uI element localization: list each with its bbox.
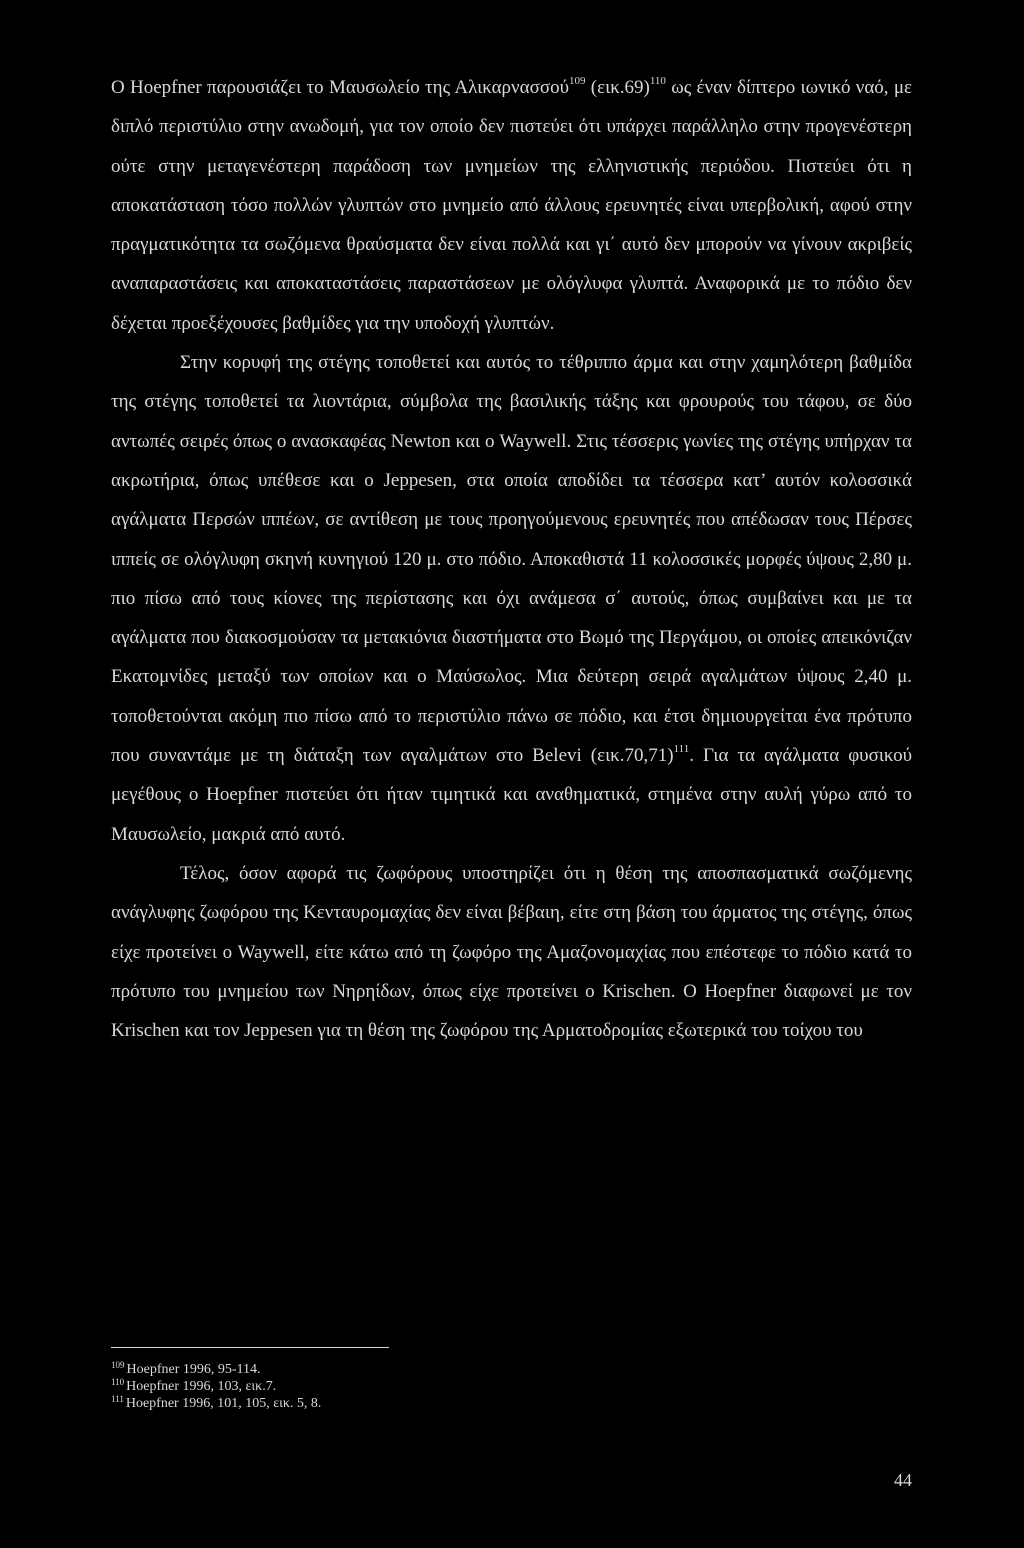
text-run: . Για τα αγάλματα φυσικού μεγέθους ο Hoepfner πιστεύει ότι ήταν τιμητικά και αναθηματικά, στημένα στην αυλή γύρω από το Μαυσωλείο, μακριά από αυτό.: [111, 745, 912, 845]
footnote-text: Hoepfner 1996, 103, εικ.7.: [126, 1379, 277, 1394]
footnote-text: Hoepfner 1996, 101, 105, εικ. 5, 8.: [125, 1396, 322, 1411]
paragraph-3: [111, 854, 912, 1050]
body-text: [111, 68, 912, 1050]
footnote-number: 111: [111, 1394, 124, 1404]
footnote-number: 110: [111, 1377, 125, 1387]
text-run: Τέλος, όσον αφορά τις ζωφόρους υποστηρίζει ότι η θέση της αποσπασματικά σωζόμενης ανάγλυφης ζωφόρου της Κενταυρομαχίας δεν είναι βέβαιη, είτε στη βάση του άρματος της στέγης, όπως είχε προτείνει ο Waywell, είτε κάτω από τη ζωφόρο της Αμαζονομαχίας που επέστεφε το πόδιο κατά το πρότυπο του μνημείου των Νηρηίδων, όπως είχε προτείνει ο Krischen. Ο Hoepfner διαφωνεί με τον Krischen και τον Jeppesen για τη θέση της ζωφόρου της Αρματοδρομίας εξωτερικά του τοίχου του: [111, 862, 912, 1042]
footnote-text: Hoepfner 1996, 95-114.: [126, 1362, 261, 1377]
text-run: (εικ.69): [585, 77, 650, 98]
text-run: ως έναν δίπτερο ιωνικό ναό, με διπλό περιστύλιο στην ανωδομή, για τον οποίο δεν πιστεύει ότι υπάρχει παράλληλο στην προγενέστερη ούτε στην μεταγενέστερη παράδοση των μνημείων της ελληνιστικής περιόδου. Πιστεύει ότι η αποκατάσταση τόσο πολλών γλυπτών στο μνημείο από άλλους ερευνητές είναι υπερβολική, αφού στην πραγματικότητα τα σωζόμενα θραύσματα δεν είναι πολλά και γι΄ αυτό δεν μπορούν να γίνουν ακριβείς αναπαραστάσεις και αποκαταστάσεις παραστάσεων με ολόγλυφα γλυπτά. Αναφορικά με το πόδιο δεν δέχεται προεξέχουσες βαθμίδες για την υποδοχή γλυπτών.: [111, 77, 912, 334]
footnote-number: 109: [111, 1360, 125, 1370]
footnote-ref: 109: [568, 75, 586, 87]
footnote-109: [111, 1361, 912, 1378]
paragraph-1: [111, 68, 912, 343]
footnote-110: [111, 1378, 912, 1395]
text-run: Στην κορυφή της στέγης τοποθετεί και αυτός το τέθριππο άρμα και στην χαμηλότερη βαθμίδα της στέγης τοποθετεί τα λιοντάρια, σύμβολα της βασιλικής τάξης και φρουρούς του τάφου, σε δύο αντωπές σειρές όπως ο ανασκαφέας Newton και ο Waywell. Στις τέσσερις γωνίες της στέγης υπήρχαν τα ακρωτήρια, όπως υπέθεσε και ο Jeppesen, στα οποία αποδίδει τα τέσσερα κατ’ αυτόν κολοσσικά αγάλματα Περσών ιππέων, σε αντίθεση με τους προηγούμενους ερευνητές που απέδωσαν τους Πέρσες ιππείς σε ολόγλυφη σκηνή κυνηγιού 120 μ. στο πόδιο. Αποκαθιστά 11 κολοσσικές μορφές ύψους 2,80 μ. πιο πίσω από τους κίονες της περίστασης και όχι ανάμεσα σ΄ αυτούς, όπως συμβαίνει και με τα αγάλματα που διακοσμούσαν τα μετακιόνια διαστήματα στο Βωμό της Περγάμου, οι οποίες απεικόνιζαν Εκατομνίδες μεταξύ των οποίων και ο Μαύσωλος. Μια δεύτερη σειρά αγαλμάτων ύψους 2,40 μ. τοποθετούνται ακόμη πιο πίσω από το περιστύλιο πάνω σε πόδιο, και έτσι δημιουργείται ένα πρότυπο που συναντάμε με τη διάταξη των αγαλμάτων στο Belevi (εικ.70,71): [111, 352, 912, 767]
footnote-separator: [111, 1347, 389, 1348]
footnote-ref: 111: [673, 743, 690, 756]
page-number: 44: [894, 1470, 912, 1490]
footnote-111: [111, 1395, 912, 1412]
text-run: Ο Hoepfner παρουσιάζει το Μαυσωλείο της Αλικαρνασσού: [111, 77, 569, 98]
footnotes: [111, 1361, 912, 1412]
paragraph-2: [111, 343, 912, 854]
footnote-ref: 110: [649, 75, 666, 87]
